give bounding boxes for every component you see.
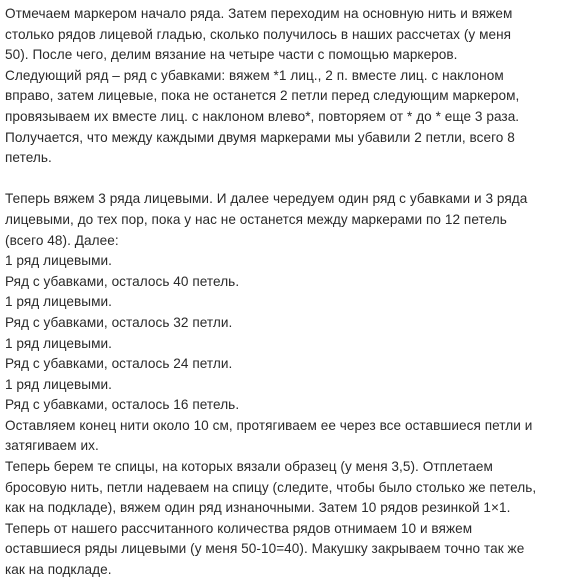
text-line: Отмечаем маркером начало ряда. Затем переходим на основную нить и вяжем bbox=[5, 6, 513, 21]
text-line: столько рядов лицевой гладью, сколько получилось в наших рассчетах (у меня bbox=[5, 26, 512, 42]
text-line: Следующий ряд – ряд с убавками: вяжем *1 лиц., 2 п. вместе лиц. с наклоном bbox=[5, 67, 504, 83]
text-line: Ряд с убавками, осталось 40 петель. bbox=[5, 273, 240, 289]
text-line: Теперь вяжем 3 ряда лицевыми. И далее чередуем один ряд с убавками и 3 ряда bbox=[5, 191, 528, 207]
paragraph-2 bbox=[5, 189, 561, 580]
text-line: оставшиеся ряды лицевыми (у меня 50-10=40). Макушку закрываем точно так же bbox=[5, 541, 525, 557]
text-line: (всего 48). Далее: bbox=[5, 232, 119, 248]
text-line: затягиваем их. bbox=[5, 438, 99, 454]
paragraph-1 bbox=[5, 4, 561, 169]
text-line: Теперь берем те спицы, на которых вязали образец (у меня 3,5). Отплетаем bbox=[5, 459, 493, 475]
text-line: Получается, что между каждыми двумя маркерами мы убавили 2 петли, всего 8 bbox=[5, 129, 515, 145]
text-line: как на подкладе. bbox=[5, 562, 112, 578]
text-line: петель. bbox=[5, 150, 52, 166]
text-line: Ряд с убавками, осталось 24 петли. bbox=[5, 356, 233, 372]
text-line: вправо, затем лицевые, пока не останется 2 петли перед следующим маркером, bbox=[5, 88, 520, 104]
text-line: 1 ряд лицевыми. bbox=[5, 335, 112, 351]
text-line: провязываем их вместе лиц. с наклоном влево*, повторяем от * до * еще 3 раза. bbox=[5, 108, 520, 124]
text-line: Ряд с убавками, осталось 32 петли. bbox=[5, 314, 233, 330]
text-line: Оставляем конец нити около 10 см, протягиваем ее через все оставшиеся петли и bbox=[5, 417, 533, 433]
text-line: бросовую нить, петли надеваем на спицу (следите, чтобы было столько же петель, bbox=[5, 479, 537, 495]
paragraph-spacer bbox=[5, 169, 561, 190]
text-line: лицевыми, до тех пор, пока у нас не останется между маркерами по 12 петель bbox=[5, 211, 507, 227]
document-body bbox=[5, 4, 561, 581]
text-line: 50). После чего, делим вязание на четыре части с помощью маркеров. bbox=[5, 47, 458, 63]
text-line: 1 ряд лицевыми. bbox=[5, 294, 112, 310]
text-line: Теперь от нашего рассчитанного количества рядов отнимаем 10 и вяжем bbox=[5, 520, 473, 536]
text-line: как на подкладе), вяжем один ряд изнаночными. Затем 10 рядов резинкой 1×1. bbox=[5, 500, 511, 516]
text-line: 1 ряд лицевыми. bbox=[5, 253, 112, 269]
text-line: Ряд с убавками, осталось 16 петель. bbox=[5, 397, 240, 413]
text-line: 1 ряд лицевыми. bbox=[5, 376, 112, 392]
